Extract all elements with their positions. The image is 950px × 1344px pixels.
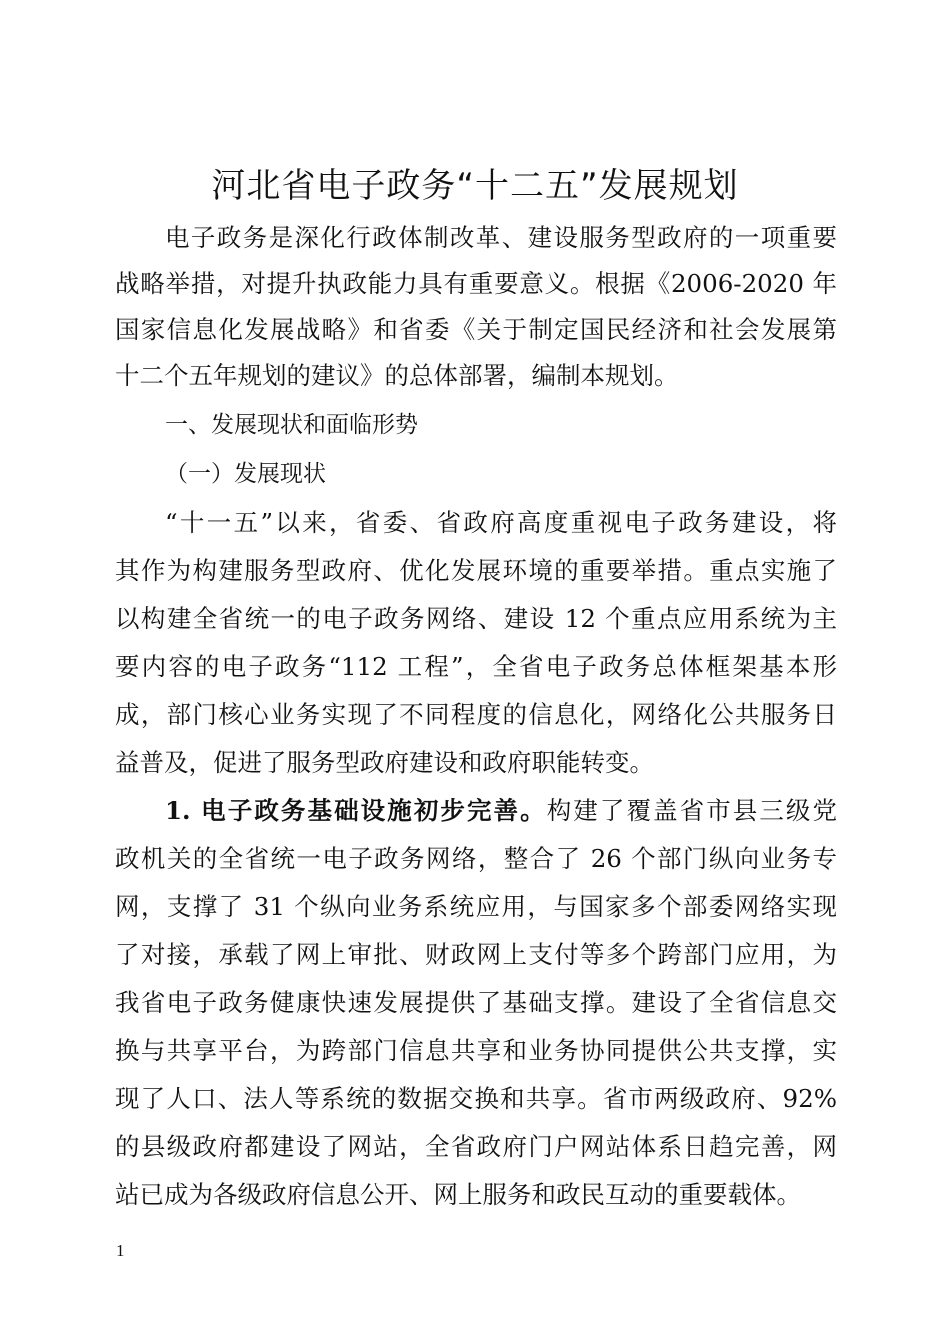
- para2-line-7: 现了人口、法人等系统的数据交换和共享。省市两级政府、92%: [115, 1084, 837, 1113]
- para1-line-2: 其作为构建服务型政府、优化发展环境的重要举措。重点实施了: [115, 556, 837, 585]
- para2-line-9: 站已成为各级政府信息公开、网上服务和政民互动的重要载体。: [115, 1180, 801, 1209]
- document-title: 河北省电子政务“十二五”发展规划: [211, 166, 739, 206]
- para1-line-3: 以构建全省统一的电子政务网络、建设 12 个重点应用系统为主: [115, 604, 837, 633]
- intro-line-4: 十二个五年规划的建议》的总体部署，编制本规划。: [115, 361, 679, 390]
- para1-line-1: “十一五”以来，省委、省政府高度重视电子政务建设，将: [165, 508, 837, 537]
- para2-line-4: 了对接，承载了网上审批、财政网上支付等多个跨部门应用，为: [115, 940, 837, 969]
- para1-line-6: 益普及，促进了服务型政府建设和政府职能转变。: [115, 748, 654, 777]
- para2-line-8: 的县级政府都建设了网站，全省政府门户网站体系日趋完善，网: [115, 1132, 837, 1161]
- para1-line-4: 要内容的电子政务“112 工程”，全省电子政务总体框架基本形: [115, 652, 837, 681]
- para2-line-2: 政机关的全省统一电子政务网络，整合了 26 个部门纵向业务专: [115, 844, 837, 873]
- subsection-heading: （一）发展现状: [165, 461, 326, 487]
- para2-line-6: 换与共享平台，为跨部门信息共享和业务协同提供公共支撑，实: [115, 1036, 837, 1065]
- intro-line-2: 战略举措，对提升执政能力具有重要意义。根据《2006-2020 年: [115, 269, 837, 298]
- para2-line-5: 我省电子政务健康快速发展提供了基础支撑。建设了全省信息交: [115, 988, 837, 1017]
- section-heading: 一、发展现状和面临形势: [165, 412, 418, 438]
- page-number: 1: [116, 1241, 125, 1260]
- intro-line-1: 电子政务是深化行政体制改革、建设服务型政府的一项重要: [165, 223, 837, 252]
- para2-line-1-text: 构建了覆盖省市县三级党: [546, 796, 838, 825]
- para2-bold-heading: 1. 电子政务基础设施初步完善。: [165, 796, 547, 825]
- para1-line-5: 成，部门核心业务实现了不同程度的信息化，网络化公共服务日: [115, 700, 837, 729]
- para2-line-1: [165, 788, 837, 834]
- para2-line-3: 网，支撑了 31 个纵向业务系统应用，与国家多个部委网络实现: [115, 892, 837, 921]
- intro-line-3: 国家信息化发展战略》和省委《关于制定国民经济和社会发展第: [115, 315, 837, 344]
